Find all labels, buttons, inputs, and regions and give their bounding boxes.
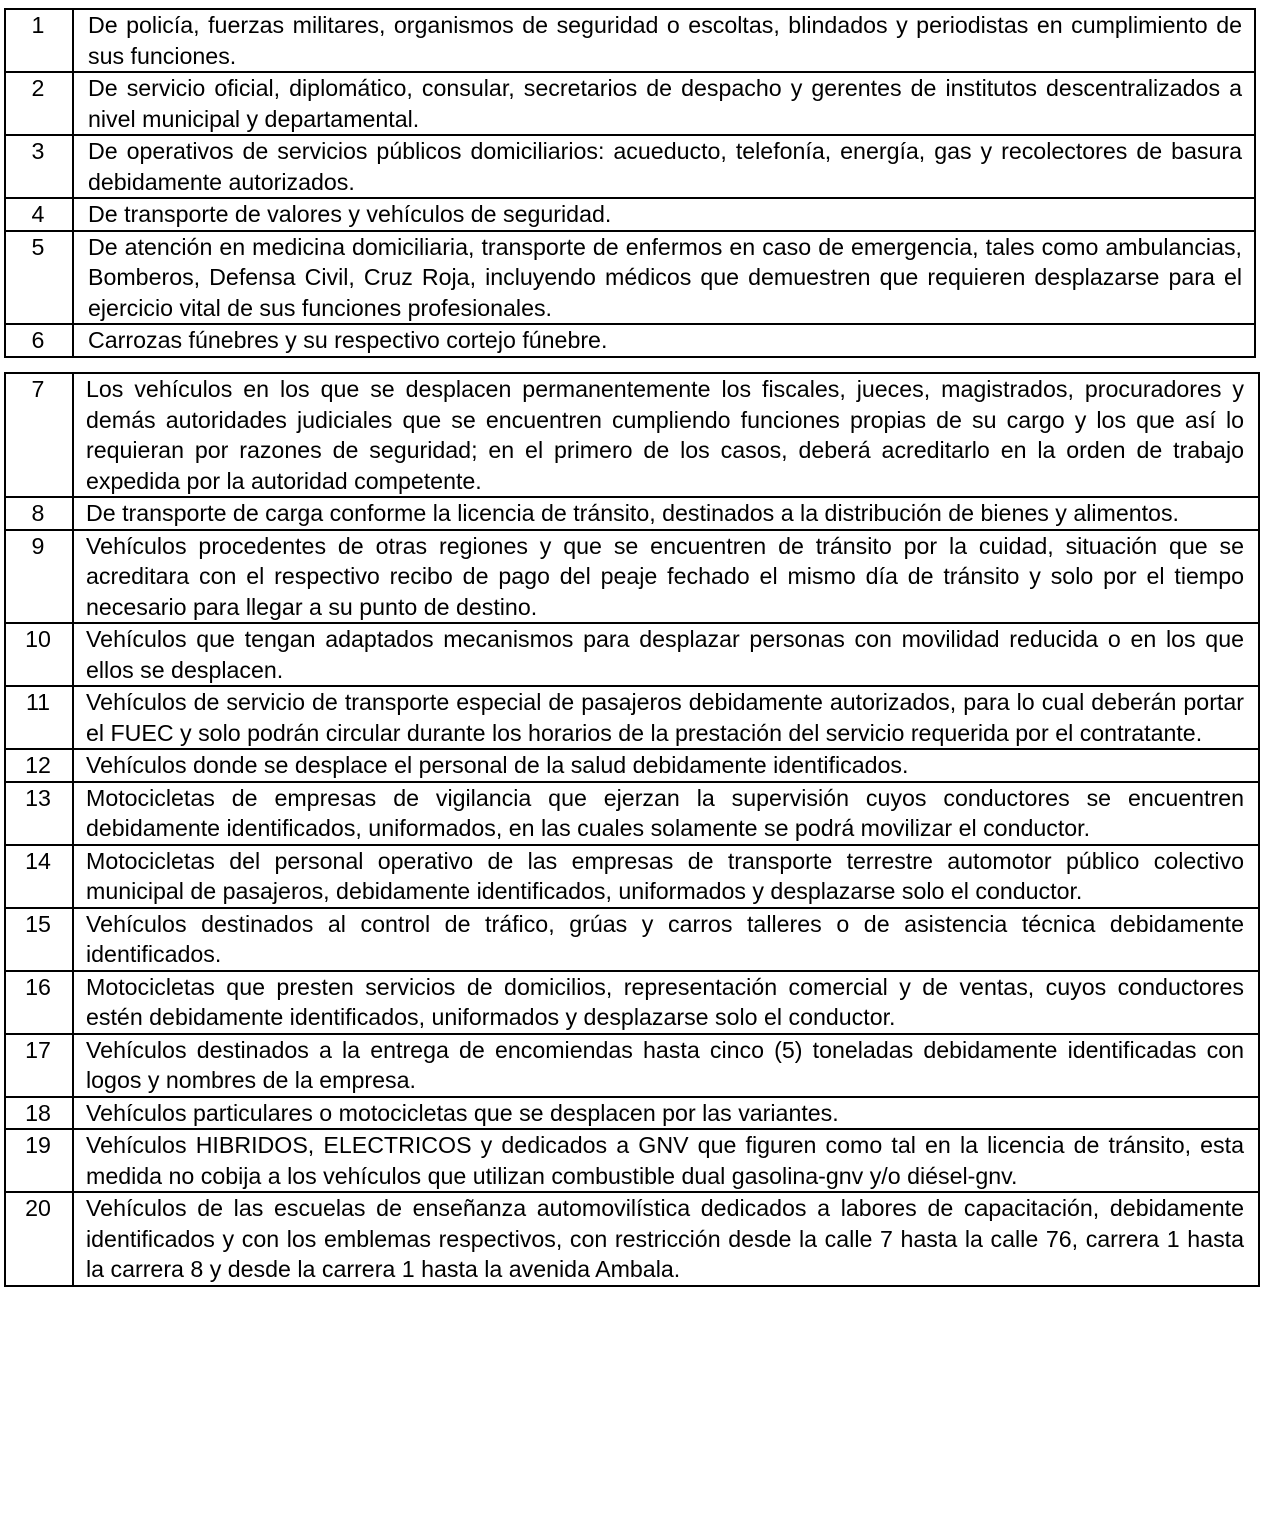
exceptions-table-body <box>5 373 1259 1286</box>
exceptions-table-body <box>5 9 1255 357</box>
row-number: 6 <box>5 324 73 357</box>
row-number: 8 <box>5 497 73 530</box>
table-row <box>5 72 1255 135</box>
row-number: 19 <box>5 1129 73 1192</box>
row-description: Vehículos destinados a la entrega de encomiendas hasta cinco (5) toneladas debidamente identificadas con logos y nombres de la empresa. <box>73 1034 1259 1097</box>
row-description: Vehículos de servicio de transporte especial de pasajeros debidamente autorizados, para lo cual deberán portar el FUEC y solo podrán circular durante los horarios de la prestación del servicio requerida por el contratante. <box>73 686 1259 749</box>
row-number: 1 <box>5 9 73 72</box>
row-description: Vehículos particulares o motocicletas que se desplacen por las variantes. <box>73 1097 1259 1130</box>
table-row <box>5 623 1259 686</box>
row-description: Vehículos HIBRIDOS, ELECTRICOS y dedicados a GNV que figuren como tal en la licencia de tránsito, esta medida no cobija a los vehículos que utilizan combustible dual gasolina-gnv y/o diésel-gnv. <box>73 1129 1259 1192</box>
table-row <box>5 1034 1259 1097</box>
table-row <box>5 1129 1259 1192</box>
row-number: 20 <box>5 1192 73 1286</box>
exceptions-table-part-2 <box>4 372 1260 1287</box>
row-description: De servicio oficial, diplomático, consular, secretarios de despacho y gerentes de institutos descentralizados a nivel municipal y departamental. <box>73 72 1255 135</box>
row-description: Los vehículos en los que se desplacen permanentemente los fiscales, jueces, magistrados, procuradores y demás autoridades judiciales que se encuentren cumpliendo funciones propias de su cargo y los que así lo requieran por razones de seguridad; en el primero de los casos, deberá acreditarlo en la orden de trabajo expedida por la autoridad competente. <box>73 373 1259 497</box>
row-number: 7 <box>5 373 73 497</box>
row-number: 16 <box>5 971 73 1034</box>
row-number: 10 <box>5 623 73 686</box>
row-number: 5 <box>5 231 73 325</box>
table-row <box>5 782 1259 845</box>
row-description: Vehículos donde se desplace el personal de la salud debidamente identificados. <box>73 749 1259 782</box>
row-number: 12 <box>5 749 73 782</box>
row-number: 4 <box>5 198 73 231</box>
table-row <box>5 1097 1259 1130</box>
table-row <box>5 686 1259 749</box>
table-row <box>5 845 1259 908</box>
row-number: 3 <box>5 135 73 198</box>
row-number: 2 <box>5 72 73 135</box>
table-row <box>5 324 1255 357</box>
row-description: Motocicletas del personal operativo de las empresas de transporte terrestre automotor público colectivo municipal de pasajeros, debidamente identificados, uniformados y desplazarse solo el conductor. <box>73 845 1259 908</box>
table-row <box>5 231 1255 325</box>
row-description: Vehículos que tengan adaptados mecanismos para desplazar personas con movilidad reducida o en los que ellos se desplacen. <box>73 623 1259 686</box>
row-description: De transporte de valores y vehículos de seguridad. <box>73 198 1255 231</box>
row-number: 15 <box>5 908 73 971</box>
row-number: 18 <box>5 1097 73 1130</box>
table-row <box>5 198 1255 231</box>
table-row <box>5 749 1259 782</box>
row-description: Vehículos procedentes de otras regiones y que se encuentren de tránsito por la cuidad, situación que se acreditara con el respectivo recibo de pago del peaje fechado el mismo día de tránsito y solo por el tiempo necesario para llegar a su punto de destino. <box>73 530 1259 624</box>
table-row <box>5 373 1259 497</box>
row-description: De operativos de servicios públicos domiciliarios: acueducto, telefonía, energía, gas y recolectores de basura debidamente autorizados. <box>73 135 1255 198</box>
row-number: 9 <box>5 530 73 624</box>
table-row <box>5 1192 1259 1286</box>
row-description: Vehículos destinados al control de tráfico, grúas y carros talleres o de asistencia técnica debidamente identificados. <box>73 908 1259 971</box>
row-number: 14 <box>5 845 73 908</box>
row-description: De atención en medicina domiciliaria, transporte de enfermos en caso de emergencia, tales como ambulancias, Bomberos, Defensa Civil, Cruz Roja, incluyendo médicos que demuestren que requieren desplazarse para el ejercicio vital de sus funciones profesionales. <box>73 231 1255 325</box>
table-row <box>5 497 1259 530</box>
row-description: Carrozas fúnebres y su respectivo cortejo fúnebre. <box>73 324 1255 357</box>
table-row <box>5 9 1255 72</box>
row-description: Motocicletas de empresas de vigilancia que ejerzan la supervisión cuyos conductores se encuentren debidamente identificados, uniformados, en las cuales solamente se podrá movilizar el conductor. <box>73 782 1259 845</box>
row-description: De transporte de carga conforme la licencia de tránsito, destinados a la distribución de bienes y alimentos. <box>73 497 1259 530</box>
row-number: 11 <box>5 686 73 749</box>
row-description: De policía, fuerzas militares, organismos de seguridad o escoltas, blindados y periodistas en cumplimiento de sus funciones. <box>73 9 1255 72</box>
row-number: 13 <box>5 782 73 845</box>
row-description: Vehículos de las escuelas de enseñanza automovilística dedicados a labores de capacitación, debidamente identificados y con los emblemas respectivos, con restricción desde la calle 7 hasta la calle 76, carrera 1 hasta la carrera 8 y desde la carrera 1 hasta la avenida Ambala. <box>73 1192 1259 1286</box>
row-description: Motocicletas que presten servicios de domicilios, representación comercial y de ventas, cuyos conductores estén debidamente identificados, uniformados y desplazarse solo el conductor. <box>73 971 1259 1034</box>
table-row <box>5 135 1255 198</box>
table-row <box>5 908 1259 971</box>
row-number: 17 <box>5 1034 73 1097</box>
table-row <box>5 530 1259 624</box>
table-row <box>5 971 1259 1034</box>
exceptions-table-part-1 <box>4 8 1256 358</box>
